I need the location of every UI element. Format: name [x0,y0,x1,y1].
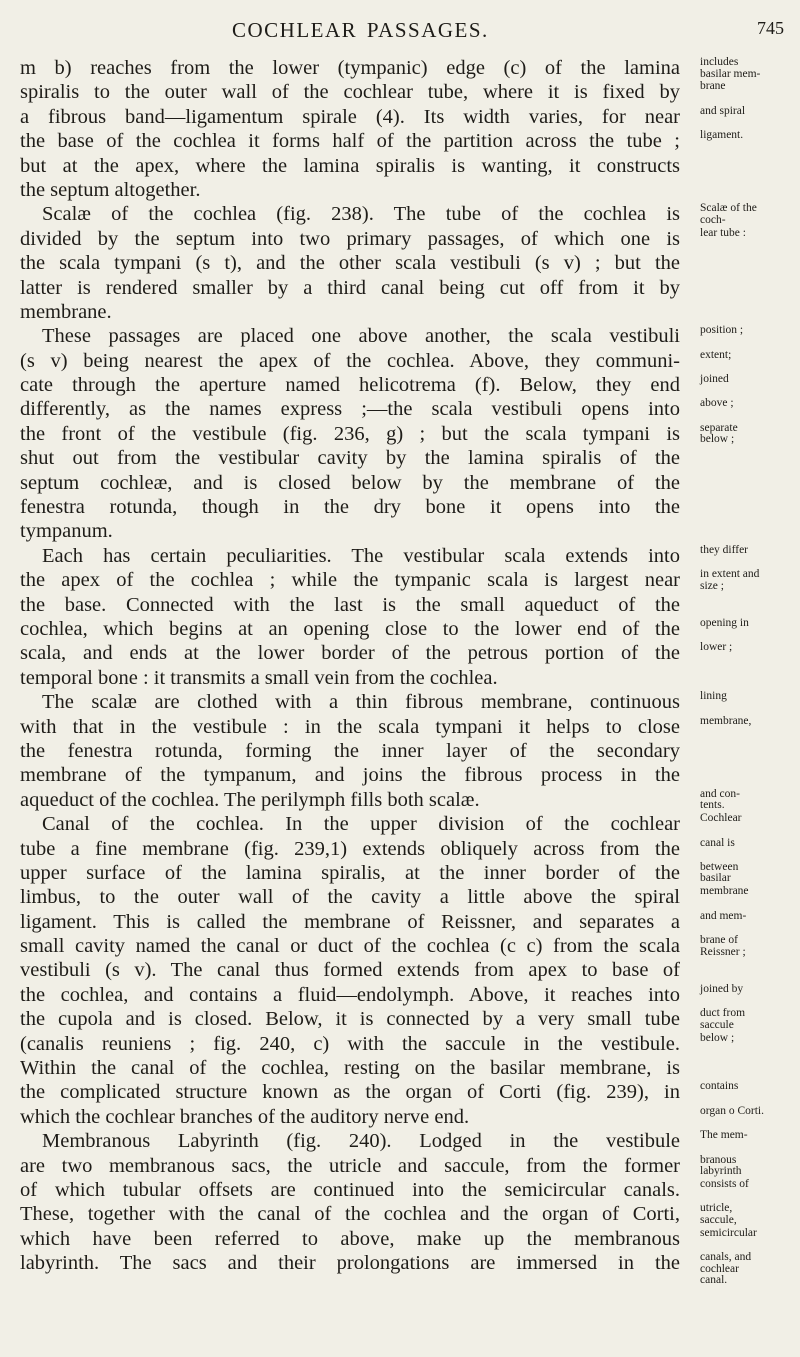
margin-note: membrane, [700,714,752,727]
margin-note: consists of [700,1177,749,1190]
line-text: Within the canal of the cochlea, resting on the basilar membrane, is [20,1057,680,1080]
line-text: small cavity named the canal or duct of the cochlea (c c) from the scala [20,935,680,958]
margin-note: contains [700,1080,739,1093]
line-text: the cochlea, and contains a fluid—endolymph. Above, it reaches into [20,983,680,1006]
line-text: labyrinth. The sacs and their prolongations are immersed in the [20,1252,680,1275]
margin-note: The mem- [700,1129,748,1142]
margin-note: canal is [700,836,735,849]
line-text: which have been referred to above, make up the membranous [20,1227,680,1250]
margin-note: includes basilar mem- [700,56,761,80]
text-line [20,934,746,958]
line-text: cochlea, which begins at an opening close to the lower end of the [20,617,680,640]
margin-note: and mem- [700,909,747,922]
text-line [20,421,738,446]
margin-note: opening in [700,616,749,629]
text-line [20,860,739,885]
text-line [20,56,761,80]
text-line [20,154,680,178]
line-text: Canal of the cochlea. In the upper division of the cochlear [42,813,680,836]
text-line [20,1202,737,1226]
line-text: with that in the vestibule : in the scala tympani it helps to close [20,715,680,738]
margin-note: brane of Reissner ; [700,934,746,958]
line-text: membrane of the tympanum, and joins the fibrous process in the [20,764,680,787]
text-line [20,348,732,373]
text-line [20,1153,742,1178]
text-line [20,568,760,592]
line-text: differently, as the names express ;—the scala vestibuli opens into [20,398,680,421]
text-line [20,909,747,934]
line-text: septum cochleæ, and is closed below by the membrane of the [20,471,680,494]
margin-note: semicircular [700,1226,757,1239]
line-text: which the cochlear branches of the auditory nerve end. [20,1105,470,1128]
text-line [20,812,742,836]
text-line [20,129,744,153]
margin-note: branous labyrinth [700,1153,742,1178]
margin-note: Scalæ of the coch- [700,202,757,226]
text-line [20,1129,748,1153]
margin-note: and spiral [700,104,746,117]
text-line [20,373,729,397]
text-line [20,739,680,763]
line-text: the fenestra rotunda, forming the inner layer of the secondary [20,739,680,762]
line-text: the apex of the cochlea ; while the tympanic scala is largest near [20,569,680,592]
text-line [20,1031,735,1056]
line-text: The scalæ are clothed with a thin fibrous membrane, continuous [42,691,680,714]
line-text: membrane. [20,300,112,323]
margin-note: joined by [700,982,744,995]
text-line [20,836,735,861]
line-text: a fibrous band—ligamentum spirale (4). Its width varies, for near [20,105,680,128]
line-text: tube a fine membrane (fig. 239,1) extends obliquely across from the [20,837,680,860]
text-line [20,495,680,519]
text-line [20,885,749,909]
margin-note: and con- tents. [700,787,740,812]
line-text: Scalæ of the cochlea (fig. 238). The tube of the cochlea is [42,203,680,226]
line-text: the front of the vestibule (fig. 236, g) ; but the scala tympani is [20,422,680,445]
text-line [20,982,744,1007]
line-text: upper surface of the lamina spiralis, at the inner border of the [20,861,680,884]
line-text: aqueduct of the cochlea. The perilymph fills both scalæ. [20,788,480,811]
margin-note: below ; [700,1031,735,1044]
line-text: Each has certain peculiarities. The vestibular scala extends into [42,544,680,567]
text-line [20,1104,764,1129]
margin-note: utricle, saccule, [700,1202,737,1226]
text-line [20,1177,749,1202]
line-text: (canalis reuniens ; fig. 240, c) with the saccule in the vestibule. [20,1032,680,1055]
text-line [20,202,757,226]
margin-note: extent; [700,348,732,361]
margin-note: joined [700,373,729,386]
text-line [20,226,746,251]
running-head: COCHLEAR PASSAGES. [232,18,489,42]
line-text: m b) reaches from the lower (tympanic) edge (c) of the lamina [20,57,680,79]
line-text: the complicated structure known as the organ of Corti (fig. 239), in [20,1081,680,1104]
line-text: the base of the cochlea it forms half of the partition across the tube ; [20,130,680,153]
line-text: ligament. This is called the membrane of Reissner, and separates a [20,910,680,933]
text-line [20,616,749,641]
margin-note: brane [700,80,726,93]
text-line [20,1226,757,1251]
line-text: the base. Connected with the last is the small aqueduct of the [20,593,680,616]
text-line [20,446,680,470]
line-text: of which tubular offsets are continued into the semicircular canals. [20,1178,680,1201]
text-line [20,690,727,714]
line-text: latter is rendered smaller by a third canal being cut off from it by [20,276,680,299]
text-line [20,104,746,129]
text-line [20,471,680,495]
line-text: vestibuli (s v). The canal thus formed extends from apex to base of [20,959,680,982]
page-header [0,10,800,50]
line-text: These, together with the canal of the cochlea and the organ of Corti, [20,1203,680,1226]
text-line [20,1080,739,1104]
text-line [20,300,680,324]
line-text: fenestra rotunda, though in the dry bone it opens into the [20,496,680,519]
text-line [20,1056,680,1080]
line-text: tympanum. [20,520,113,543]
line-text: Membranous Labyrinth (fig. 240). Lodged in the vestibule [42,1130,680,1153]
margin-note: lining [700,690,727,703]
text-line [20,714,752,739]
text-line [20,519,680,543]
margin-note: canals, and cochlear canal. [700,1251,752,1287]
margin-note: in extent and size ; [700,568,760,592]
body-text [20,56,764,1287]
line-text: (s v) being nearest the apex of the cochlea. Above, they communi- [20,349,680,372]
line-text: These passages are placed one above another, the scala vestibuli [42,325,680,348]
text-line [20,543,749,568]
margin-note: organ o Corti. [700,1104,764,1117]
line-text: spiralis to the outer wall of the cochlear tube, where it is fixed by [20,81,680,104]
line-text: temporal bone : it transmits a small vein from the cochlea. [20,666,498,689]
margin-note: between basilar [700,860,739,885]
margin-note: lower ; [700,641,733,654]
line-text: shut out from the vestibular cavity by the lamina spiralis of the [20,447,680,470]
margin-note: Cochlear [700,812,742,825]
text-line [20,1251,752,1287]
line-text: the cupola and is closed. Below, it is connected by a very small tube [20,1008,680,1031]
text-line [20,1007,746,1031]
text-line [20,80,726,104]
margin-note: above ; [700,397,734,410]
line-text: divided by the septum into two primary passages, of which one is [20,227,680,250]
page-number: 745 [757,18,784,38]
line-text: the scala tympani (s t), and the other scala vestibuli (s v) ; but the [20,252,680,275]
margin-note: membrane [700,885,749,898]
text-line [20,397,734,421]
margin-note: ligament. [700,129,744,142]
text-line [20,276,680,300]
line-text: scala, and ends at the lower border of the petrous portion of the [20,642,680,665]
line-text: but at the apex, where the lamina spiralis is wanting, it constructs [20,154,680,177]
margin-note: position ; [700,324,744,337]
text-line [20,593,680,617]
text-line [20,178,680,202]
text-line [20,763,680,787]
line-text: limbus, to the outer wall of the cavity a little above the spiral [20,886,680,909]
line-text: the septum altogether. [20,178,201,201]
margin-note: separate below ; [700,421,738,446]
margin-note: duct from saccule [700,1007,746,1031]
line-text: cate through the aperture named helicotrema (f). Below, they end [20,374,680,397]
text-line [20,787,740,812]
text-line [20,641,733,665]
line-text: are two membranous sacs, the utricle and saccule, from the former [20,1154,680,1177]
text-line [20,324,744,348]
text-line [20,251,680,275]
margin-note: they differ [700,543,749,556]
text-line [20,666,680,690]
text-line [20,958,680,982]
margin-note: lear tube : [700,226,746,239]
